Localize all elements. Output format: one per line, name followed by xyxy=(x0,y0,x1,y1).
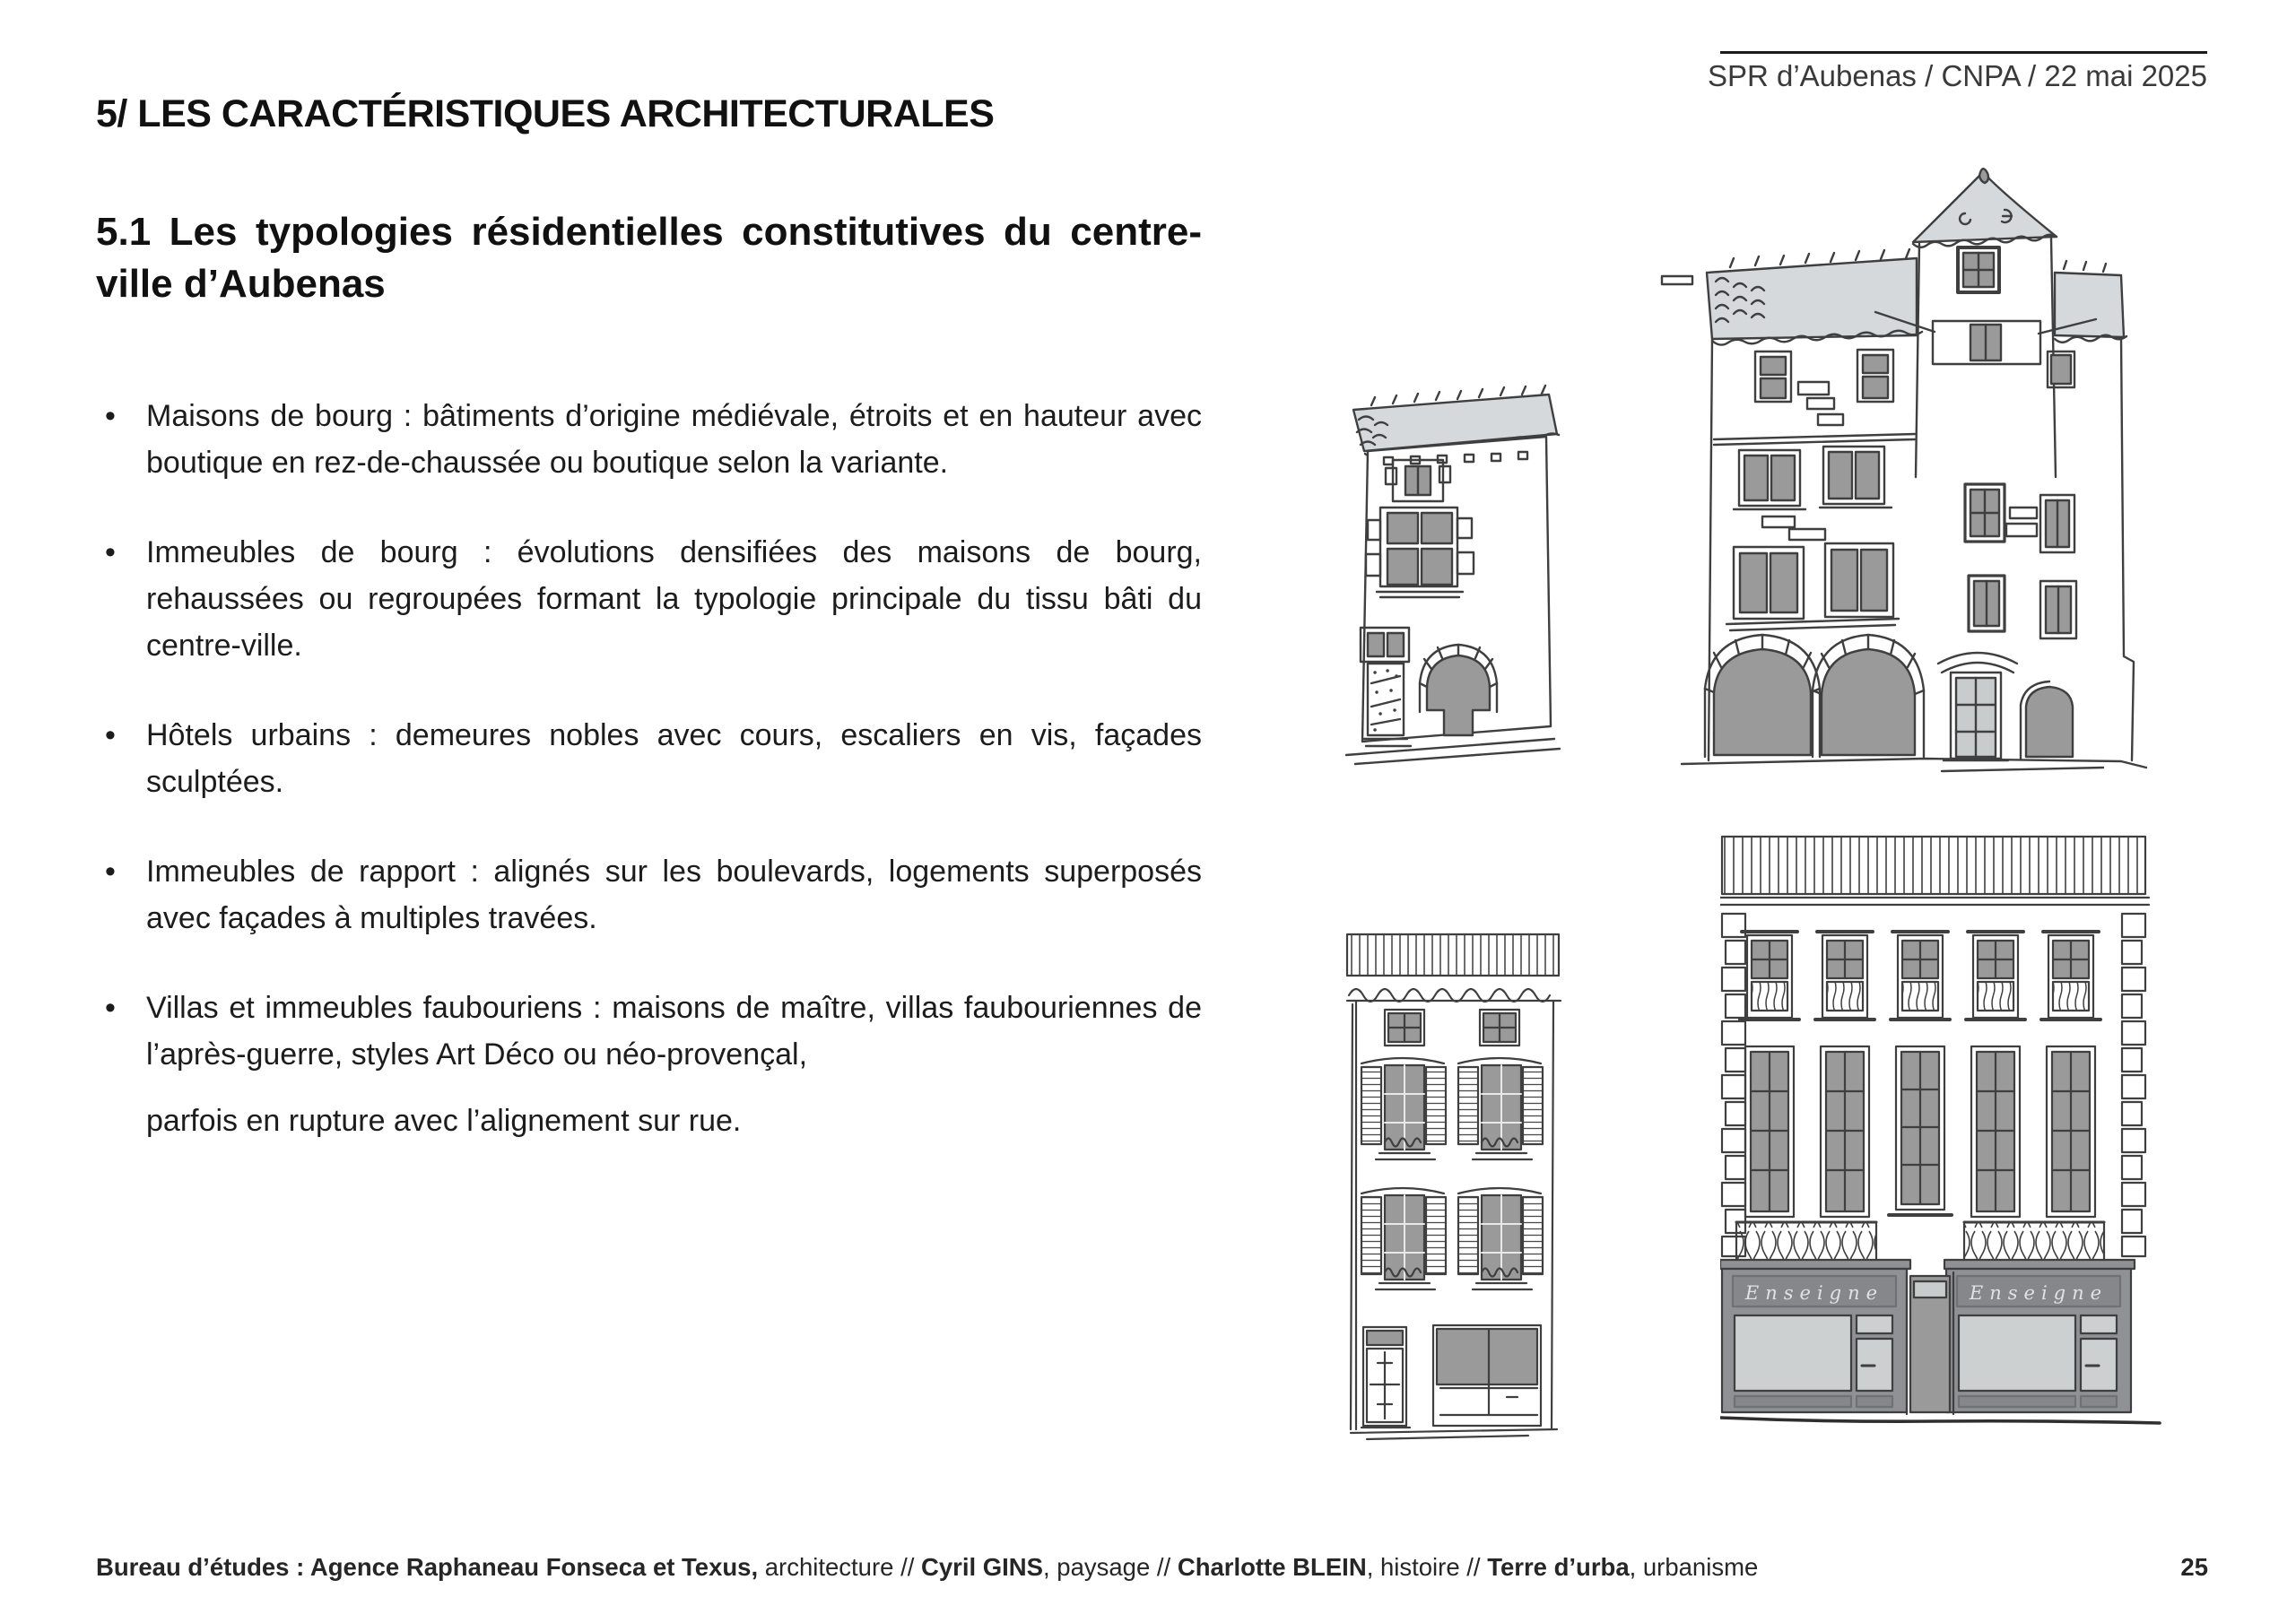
list-item-text: Maisons de bourg : bâtiments d’origine médiévale, étroits et en hauteur avec boutique en rez-de-chaussée ou boutique selon la variante. xyxy=(146,399,1202,480)
shop-sign-text: Enseigne xyxy=(1969,1282,2109,1304)
sketch-immeuble-de-rapport xyxy=(1720,828,2161,1454)
list-item xyxy=(96,529,1202,669)
footer-segment: Terre d’urba xyxy=(1487,1553,1630,1581)
footer-segment: , histoire // xyxy=(1366,1553,1488,1581)
list-item-text: Hôtels urbains : demeures nobles avec cours, escaliers en vis, façades sculptées. xyxy=(146,718,1202,799)
section-heading: 5.1 Les typologies résidentielles constitutives du centre-ville d’Aubenas xyxy=(96,210,1202,306)
list-item xyxy=(96,712,1202,805)
list-item-text: • Villas et immeubles faubouriens : maisons de maître, villas faubouriennes de l’après-guerre, styles Art Déco ou néo-provençal, xyxy=(146,991,1202,1072)
typology-bullet-list xyxy=(96,393,1202,1187)
immeuble-de-bourg-drawing xyxy=(1655,154,2189,793)
footer-segment: , paysage // xyxy=(1043,1553,1178,1581)
page-title: 5/ LES CARACTÉRISTIQUES ARCHITECTURALES xyxy=(96,92,995,135)
sketch-maison-faubourienne xyxy=(1340,931,1566,1451)
header-reference: SPR d’Aubenas / CNPA / 22 mai 2025 xyxy=(1707,59,2207,92)
sketch-maison-de-bourg xyxy=(1341,368,1581,773)
list-item xyxy=(96,393,1202,486)
page-footer xyxy=(96,1552,2208,1583)
list-item xyxy=(96,848,1202,942)
maison-de-bourg-drawing xyxy=(1341,368,1581,773)
list-item-text: Immeubles de rapport : alignés sur les boulevards, logements superposés avec façades à multiples travées. xyxy=(146,855,1202,935)
footer-segment: Charlotte BLEIN xyxy=(1177,1553,1367,1581)
footer-segment: Bureau d’études : Agence Raphaneau Fonseca et Texus, xyxy=(96,1553,759,1581)
list-item-text: Immeubles de bourg : évolutions densifiées des maisons de bourg, rehaussées ou regroupées formant la typologie principale du tissu bâti du centre-ville. xyxy=(146,535,1202,663)
maison-faubourienne-drawing xyxy=(1340,931,1566,1451)
page-number: 25 xyxy=(2180,1553,2208,1581)
list-item xyxy=(96,985,1202,1144)
footer-segment: , urbanisme xyxy=(1629,1553,1759,1581)
list-item-text-continued: parfois en rupture avec l’alignement sur rue. xyxy=(146,1104,742,1138)
footer-segment: architecture // xyxy=(758,1553,921,1581)
immeuble-de-rapport-drawing xyxy=(1720,828,2161,1454)
shop-sign-text: Enseigne xyxy=(1744,1282,1884,1304)
footer-segment: Cyril GINS xyxy=(921,1553,1044,1581)
sketch-immeuble-de-bourg xyxy=(1655,154,2189,793)
footer-credits xyxy=(96,1552,1758,1583)
header-rule xyxy=(1720,51,2207,54)
